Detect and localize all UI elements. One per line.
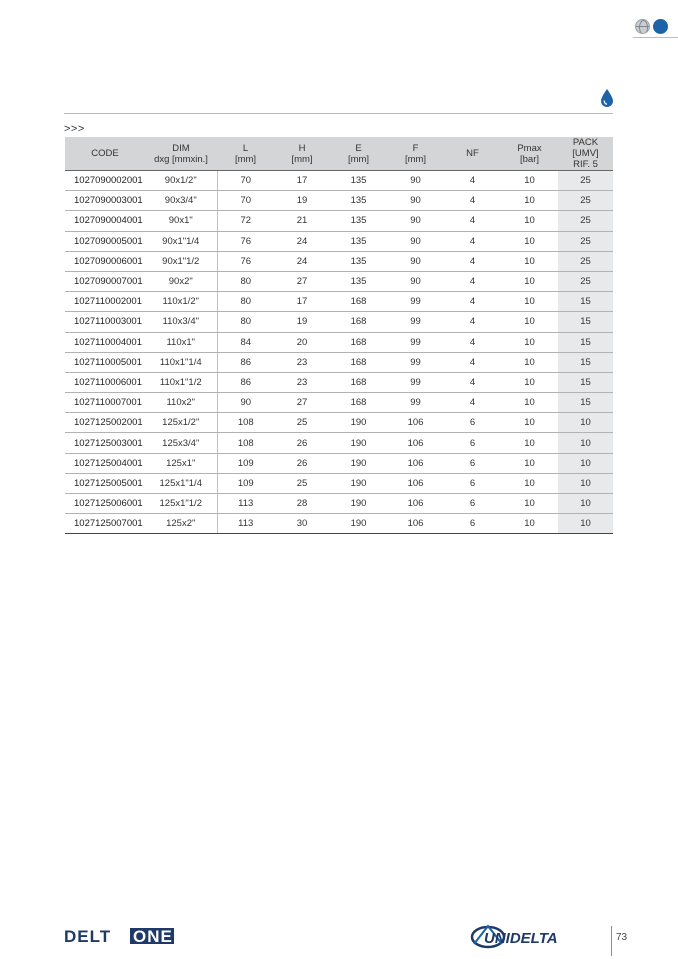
column-header	[217, 137, 274, 171]
table-cell: 168	[330, 292, 387, 312]
table-row	[65, 171, 613, 191]
table-cell: 110x1"1/2	[145, 372, 217, 392]
table-cell: 72	[217, 211, 274, 231]
table-cell: 10	[501, 211, 558, 231]
table-row	[65, 312, 613, 332]
column-header-unit: dxg [mmxin.]	[154, 153, 208, 165]
table-row	[65, 413, 613, 433]
table-header	[65, 137, 613, 171]
table-cell: 10	[558, 413, 613, 433]
table-cell: 90	[387, 211, 444, 231]
table-cell: 25	[558, 231, 613, 251]
table-cell: 125x1"1/4	[145, 473, 217, 493]
column-header-unit: [bar]	[519, 153, 539, 165]
table-cell: 106	[387, 433, 444, 453]
product-code-cell: 1027090004001	[65, 211, 145, 231]
table-cell: 90	[387, 231, 444, 251]
column-header-label: CODE	[91, 148, 119, 159]
table-cell: 168	[330, 332, 387, 352]
column-header-unit: [mm]	[347, 153, 370, 165]
table-cell: 90x1"1/4	[145, 231, 217, 251]
table-cell: 10	[558, 453, 613, 473]
table-cell: 190	[330, 473, 387, 493]
table-cell: 10	[501, 393, 558, 413]
table-cell: 80	[217, 271, 274, 291]
page-number: 73	[616, 932, 628, 943]
table-cell: 4	[444, 211, 501, 231]
column-header	[444, 137, 501, 171]
table-cell: 10	[501, 453, 558, 473]
table-cell: 17	[274, 171, 330, 191]
table-cell: 90	[217, 393, 274, 413]
table-cell: 10	[558, 473, 613, 493]
blue-dot-icon	[653, 19, 668, 34]
table-cell: 109	[217, 453, 274, 473]
table-cell: 110x1"1/4	[145, 352, 217, 372]
table-cell: 168	[330, 352, 387, 372]
footer-divider	[611, 926, 612, 956]
table-cell: 10	[501, 413, 558, 433]
table-cell: 10	[501, 473, 558, 493]
table-row	[65, 514, 613, 534]
table-cell: 99	[387, 312, 444, 332]
table-cell: 110x1/2"	[145, 292, 217, 312]
table-cell: 10	[501, 433, 558, 453]
table-cell: 4	[444, 231, 501, 251]
table-cell: 24	[274, 231, 330, 251]
table-cell: 90x1/2"	[145, 171, 217, 191]
table-cell: 90	[387, 271, 444, 291]
table-cell: 10	[501, 514, 558, 534]
table-row	[65, 292, 613, 312]
table-cell: 10	[501, 271, 558, 291]
product-code-cell: 1027090006001	[65, 251, 145, 271]
table-cell: 99	[387, 352, 444, 372]
table-cell: 25	[558, 251, 613, 271]
table-cell: 4	[444, 372, 501, 392]
column-header-label: DIM	[172, 142, 190, 154]
table-cell: 4	[444, 393, 501, 413]
table-cell: 106	[387, 514, 444, 534]
column-header	[558, 137, 613, 171]
table-cell: 106	[387, 494, 444, 514]
deltone-logo	[64, 927, 176, 945]
table-cell: 10	[501, 352, 558, 372]
table-row	[65, 473, 613, 493]
column-header-unit: [mm]	[404, 153, 427, 165]
table-cell: 4	[444, 191, 501, 211]
product-code-cell: 1027125002001	[65, 413, 145, 433]
product-code-cell: 1027090002001	[65, 171, 145, 191]
table-cell: 135	[330, 251, 387, 271]
table-cell: 27	[274, 393, 330, 413]
table-cell: 10	[501, 171, 558, 191]
table-cell: 15	[558, 292, 613, 312]
column-header	[330, 137, 387, 171]
table-cell: 125x2"	[145, 514, 217, 534]
table-cell: 90x1"1/2	[145, 251, 217, 271]
table-row	[65, 494, 613, 514]
table-cell: 125x1"1/2	[145, 494, 217, 514]
table-cell: 135	[330, 191, 387, 211]
table-cell: 135	[330, 271, 387, 291]
table-row	[65, 433, 613, 453]
table-cell: 25	[274, 473, 330, 493]
table-cell: 4	[444, 332, 501, 352]
table-cell: 70	[217, 171, 274, 191]
column-header-label: F	[412, 142, 419, 154]
table-cell: 23	[274, 372, 330, 392]
table-cell: 10	[558, 433, 613, 453]
table-cell: 19	[274, 312, 330, 332]
table-cell: 27	[274, 271, 330, 291]
table-cell: 15	[558, 332, 613, 352]
table-cell: 135	[330, 171, 387, 191]
column-header-label: PACK [UMV]	[572, 137, 599, 159]
product-code-cell: 1027110006001	[65, 372, 145, 392]
table-cell: 4	[444, 171, 501, 191]
column-header	[65, 137, 145, 171]
unidelta-logo-text: UNIDELTA	[484, 930, 558, 947]
table-cell: 25	[274, 413, 330, 433]
spec-table	[65, 137, 613, 534]
column-header-label: Pmax	[517, 142, 542, 154]
table-body	[65, 171, 613, 534]
table-cell: 10	[501, 292, 558, 312]
table-cell: 10	[558, 494, 613, 514]
table-cell: 90x1"	[145, 211, 217, 231]
table-cell: 113	[217, 494, 274, 514]
table-cell: 15	[558, 372, 613, 392]
top-icons	[635, 19, 668, 34]
unidelta-logo	[470, 922, 605, 950]
table-cell: 108	[217, 413, 274, 433]
table-cell: 10	[501, 191, 558, 211]
table-cell: 10	[501, 372, 558, 392]
table-cell: 4	[444, 251, 501, 271]
column-header-label: E	[355, 142, 362, 154]
table-cell: 90	[387, 251, 444, 271]
table-cell: 135	[330, 231, 387, 251]
table-cell: 168	[330, 372, 387, 392]
table-cell: 190	[330, 514, 387, 534]
table-cell: 80	[217, 312, 274, 332]
product-code-cell: 1027125003001	[65, 433, 145, 453]
table-cell: 113	[217, 514, 274, 534]
table-cell: 6	[444, 473, 501, 493]
table-cell: 190	[330, 413, 387, 433]
table-cell: 6	[444, 433, 501, 453]
table-cell: 26	[274, 453, 330, 473]
table-cell: 4	[444, 312, 501, 332]
table-row	[65, 211, 613, 231]
table-cell: 10	[501, 494, 558, 514]
table-cell: 190	[330, 453, 387, 473]
column-header-label: H	[298, 142, 306, 154]
column-header	[387, 137, 444, 171]
table-cell: 90x3/4"	[145, 191, 217, 211]
table-cell: 10	[501, 332, 558, 352]
table-cell: 125x1"	[145, 453, 217, 473]
table-cell: 168	[330, 312, 387, 332]
table-cell: 99	[387, 332, 444, 352]
section-rule	[64, 113, 613, 114]
table-cell: 110x3/4"	[145, 312, 217, 332]
globe-icon	[635, 19, 650, 34]
table-cell: 125x3/4"	[145, 433, 217, 453]
table-cell: 24	[274, 251, 330, 271]
table-cell: 25	[558, 171, 613, 191]
table-cell: 76	[217, 251, 274, 271]
table-cell: 4	[444, 292, 501, 312]
table-cell: 25	[558, 211, 613, 231]
table-cell: 106	[387, 413, 444, 433]
table-cell: 6	[444, 413, 501, 433]
table-cell: 10	[501, 251, 558, 271]
product-code-cell: 1027090007001	[65, 271, 145, 291]
table-cell: 90	[387, 171, 444, 191]
table-cell: 99	[387, 372, 444, 392]
table-cell: 110x1"	[145, 332, 217, 352]
table-cell: 28	[274, 494, 330, 514]
table-cell: 17	[274, 292, 330, 312]
table-cell: 4	[444, 271, 501, 291]
table-cell: 168	[330, 393, 387, 413]
product-code-cell: 1027110004001	[65, 332, 145, 352]
product-code-cell: 1027110002001	[65, 292, 145, 312]
water-drop-icon	[601, 89, 613, 107]
table-row	[65, 231, 613, 251]
table-cell: 106	[387, 473, 444, 493]
column-header-unit: [mm]	[291, 153, 313, 165]
table-cell: 90x2"	[145, 271, 217, 291]
table-cell: 4	[444, 352, 501, 372]
column-header-unit: RIF. 5	[573, 159, 598, 170]
table-cell: 84	[217, 332, 274, 352]
column-header-label: L	[242, 142, 249, 154]
deltone-logo-text: DELT	[64, 927, 112, 945]
product-code-cell: 1027110007001	[65, 393, 145, 413]
product-code-cell: 1027125006001	[65, 494, 145, 514]
product-code-cell: 1027125004001	[65, 453, 145, 473]
table-cell: 19	[274, 191, 330, 211]
column-header-label: NF	[466, 148, 479, 159]
table-cell: 15	[558, 393, 613, 413]
table-cell: 70	[217, 191, 274, 211]
table-cell: 20	[274, 332, 330, 352]
table-cell: 10	[501, 231, 558, 251]
table-cell: 86	[217, 372, 274, 392]
table-cell: 10	[558, 514, 613, 534]
table-cell: 25	[558, 191, 613, 211]
table-cell: 21	[274, 211, 330, 231]
product-code-cell: 1027110005001	[65, 352, 145, 372]
table-cell: 99	[387, 393, 444, 413]
table-row	[65, 251, 613, 271]
product-code-cell: 1027090005001	[65, 231, 145, 251]
product-code-cell: 1027125005001	[65, 473, 145, 493]
table-cell: 6	[444, 514, 501, 534]
table-cell: 135	[330, 211, 387, 231]
table-cell: 109	[217, 473, 274, 493]
column-header	[145, 137, 217, 171]
table-row	[65, 352, 613, 372]
table-cell: 99	[387, 292, 444, 312]
table-cell: 6	[444, 494, 501, 514]
table-row	[65, 453, 613, 473]
table-cell: 190	[330, 433, 387, 453]
product-code-cell: 1027125007001	[65, 514, 145, 534]
column-header	[274, 137, 330, 171]
table-row	[65, 271, 613, 291]
table-cell: 26	[274, 433, 330, 453]
table-cell: 110x2"	[145, 393, 217, 413]
table-cell: 10	[501, 312, 558, 332]
table-cell: 15	[558, 352, 613, 372]
table-cell: 190	[330, 494, 387, 514]
column-header-unit: [mm]	[234, 153, 257, 165]
breadcrumb: >>>	[64, 123, 85, 135]
top-rule	[633, 37, 678, 38]
table-row	[65, 332, 613, 352]
table-cell: 6	[444, 453, 501, 473]
table-cell: 125x1/2"	[145, 413, 217, 433]
table-cell: 86	[217, 352, 274, 372]
table-row	[65, 372, 613, 392]
deltone-logo-text-inverse: ONE	[133, 927, 173, 945]
table-cell: 15	[558, 312, 613, 332]
table-cell: 106	[387, 453, 444, 473]
table-row	[65, 393, 613, 413]
table-cell: 76	[217, 231, 274, 251]
column-header	[501, 137, 558, 171]
table-cell: 90	[387, 191, 444, 211]
table-cell: 23	[274, 352, 330, 372]
table-cell: 30	[274, 514, 330, 534]
product-code-cell: 1027090003001	[65, 191, 145, 211]
table-row	[65, 191, 613, 211]
product-code-cell: 1027110003001	[65, 312, 145, 332]
table-cell: 80	[217, 292, 274, 312]
table-cell: 25	[558, 271, 613, 291]
table-cell: 108	[217, 433, 274, 453]
